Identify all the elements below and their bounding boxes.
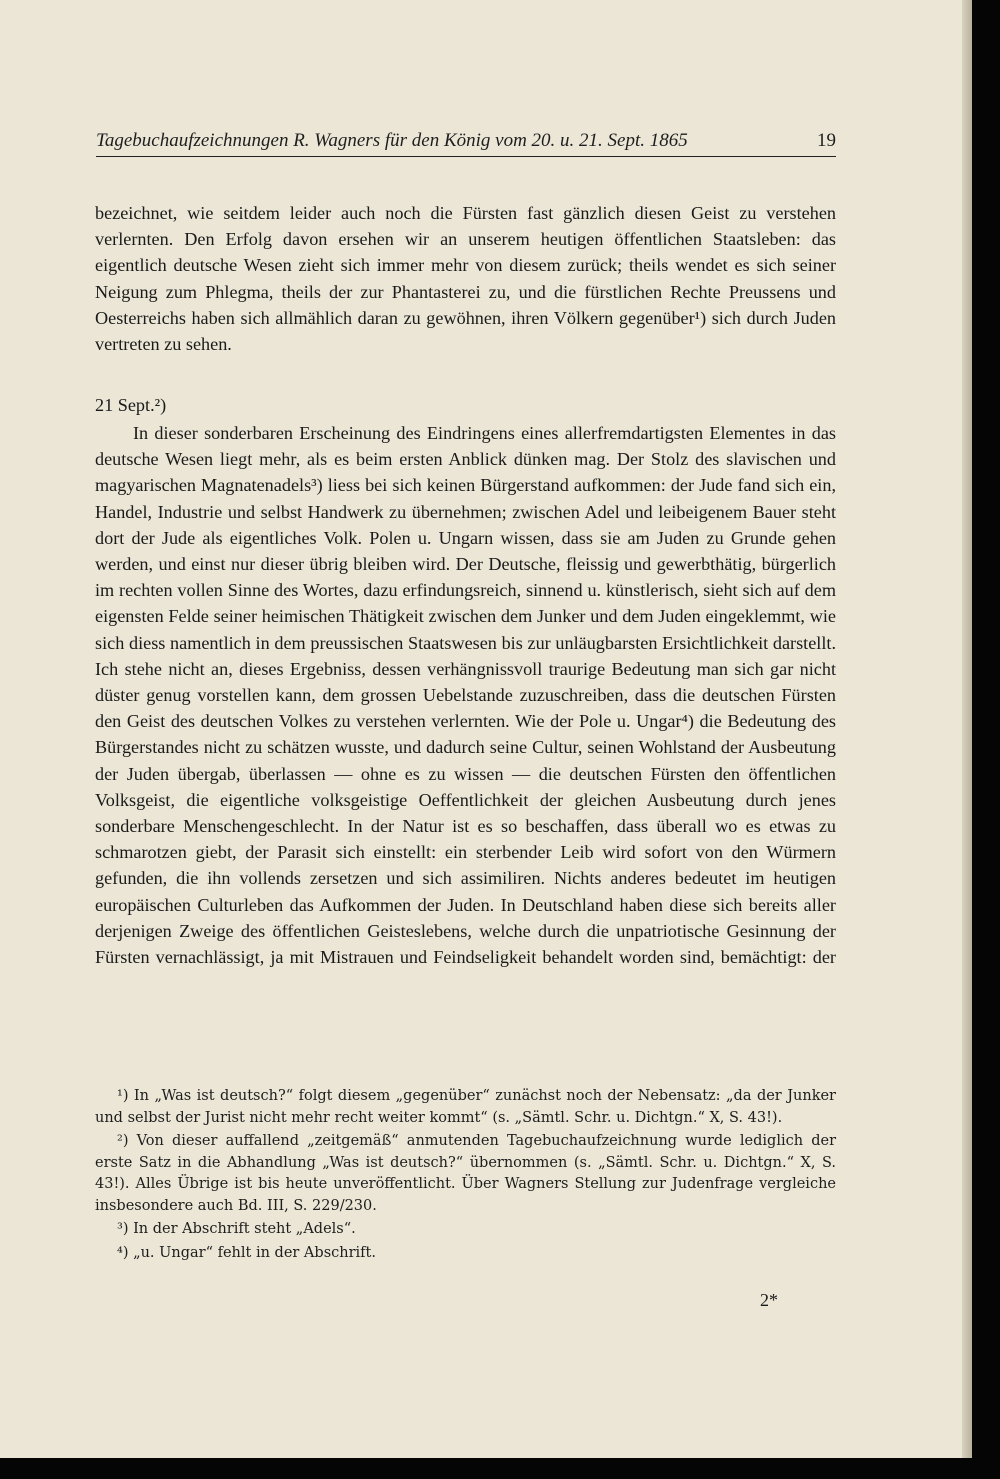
footnote-4: ⁴) „u. Ungar“ fehlt in der Abschrift. — [117, 1244, 376, 1261]
paragraph-1 — [95, 200, 836, 357]
footnotes — [95, 1086, 836, 1266]
page-edge — [962, 0, 972, 1458]
header-rule — [96, 156, 836, 157]
footnote-1: ¹) In „Was ist deutsch?“ folgt diesem „gegenüber“ zunächst noch der Nebensatz: „da der Junker und selbst der Jurist nicht mehr recht weiter kommt“ (s. „Sämtl. Schr. u. Dichtgn.“ X, S. 43!). — [95, 1088, 836, 1126]
date-heading: 21 Sept.²) — [95, 395, 167, 415]
footnote-3: ³) In der Abschrift steht „Adels“. — [117, 1221, 356, 1237]
running-head — [96, 130, 836, 152]
running-head-title: Tagebuchaufzeichnungen R. Wagners für den König vom 20. u. 21. Sept. 1865 — [96, 130, 688, 151]
footnote-2: ²) Von dieser auffallend „zeitgemäß“ anmutenden Tagebuchaufzeichnung wurde lediglich der erste Satz in die Abhandlung „Was ist deutsch?“ übernommen (s. „Sämtl. Schr. u. Dichtgn.“ X, S. 43!). Alles Übrige ist bis heute unveröffentlicht. Über Wagners Stellung zur Judenfrage vergleiche insbesondere auch Bd. III, S. 229/230. — [95, 1133, 836, 1214]
paragraph-2-text: In dieser sonderbaren Erscheinung des Eindringens eines allerfremdartigsten Elementes in das deutsche Wesen liegt mehr, als es beim ersten Anblick dünken mag. Der Stolz des slavischen und magyarischen Magnatenadels³) liess bei sich keinen Bürgerstand aufkommen: der Jude fand sich ein, Handel, Industrie und selbst Handwerk zu übernehmen; zwischen Adel und leibeigenem Bauer steht dort der Jude als eigentliches Volk. Polen u. Ungarn wissen, dass sie am Juden zu Grunde gehen werden, und einst nur dieser übrig bleiben wird. Der Deutsche, fleissig und gewerbthätig, bürgerlich im rechten vollen Sinne des Wortes, dazu erfindungsreich, sinnend u. künstlerisch, sieht sich auf dem eigensten Felde seiner heimischen Thätigkeit zwischen dem Junker und dem Juden eingeklemmt, wie sich diess namentlich in dem preussischen Staatswesen bis zur unläugbarsten Ersichtlichkeit darstellt. Ich stehe nicht an, dieses Ergebniss, dessen verhängnissvoll traurige Bedeutung man sich gar nicht düster genug vorstellen kann, dem grossen Uebelstande zuzuschreiben, dass die deutschen Fürsten den Geist des deutschen Volkes zu verstehen verlernten. Wie der Pole u. Ungar⁴) die Bedeutung des Bürgerstandes nicht zu schätzen wusste, und dadurch seine Cultur, seinen Wohlstand der Ausbeutung der Juden übergab, überlassen — ohne es zu wissen — die deutschen Fürsten den öffentlichen Volksgeist, die eigentliche volksgeistige Oeffentlichkeit der gleichen Ausbeutung durch jenes sonderbare Menschengeschlecht. In der Natur ist es so beschaffen, dass überall wo es etwas zu schmarotzen giebt, der Parasit sich einstellt: ein sterbender Leib wird sofort von den Würmern gefunden, die ihn vollends zersetzen und sich assimiliren. Nichts anderes bedeutet im heutigen europäischen Culturleben das Aufkommen der Juden. In Deutschland haben diese sich bereits aller derjenigen Zweige des öffentlichen Geisteslebens, welche durch die unpatriotische Gesinnung der Fürsten vernachlässigt, ja mit Mistrauen und Feindseligkeit behandelt worden sind, bemächtigt: der — [95, 423, 836, 968]
signature-mark: 2* — [760, 1290, 778, 1310]
page-number: 19 — [817, 130, 836, 151]
paragraph-2 — [95, 420, 836, 970]
paragraph-1-text: bezeichnet, wie seitdem leider auch noch die Fürsten fast gänzlich diesen Geist zu verstehen verlernten. Den Erfolg davon ersehen wir an unserem heutigen öffentlichen Staatsleben: das eigentlich deutsche Wesen zieht sich immer mehr von diesem zurück; theils wendet es sich seiner Neigung zum Phlegma, theils der zur Phantasterei zu, und die fürstlichen Rechte Preussens und Oesterreichs haben sich allmählich daran zu gewöhnen, ihren Völkern gegenüber¹) sich durch Juden vertreten zu sehen. — [95, 203, 836, 355]
